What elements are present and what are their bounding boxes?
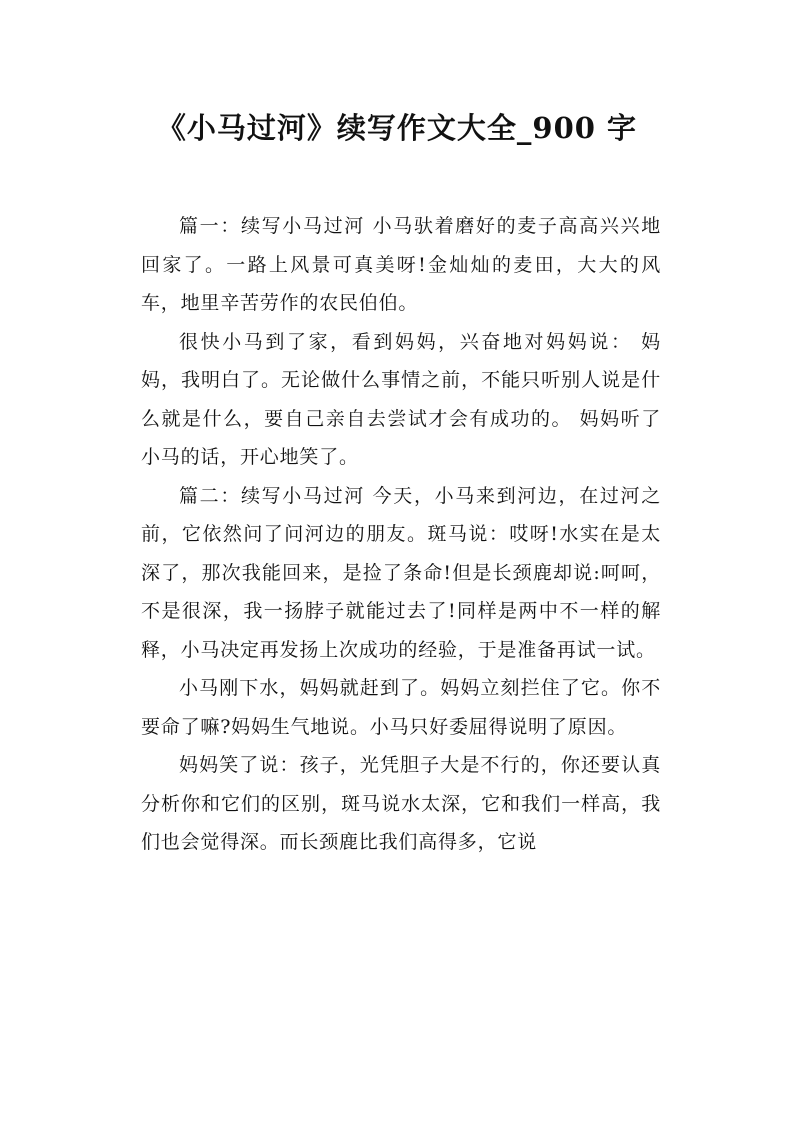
document-body: [141, 207, 661, 862]
paragraph-4: 小马刚下水，妈妈就赶到了。妈妈立刻拦住了它。你不要命了嘛?妈妈生气地说。小马只好委屈得说明了原因。: [141, 677, 661, 738]
paragraph-1: 篇一：续写小马过河 小马驮着磨好的麦子高高兴兴地回家了。一路上风景可真美呀!金灿灿的麦田，大大的风车，地里辛苦劳作的农民伯伯。: [141, 215, 661, 314]
paragraph-3: 篇二：续写小马过河 今天，小马来到河边，在过河之前，它依然问了问河边的朋友。斑马说：哎呀!水实在是太深了，那次我能回来，是捡了条命!但是长颈鹿却说:呵呵，不是很深，我一扬脖子就能过去了!同样是两中不一样的解释，小马决定再发扬上次成功的经验，于是准备再试一试。: [141, 484, 661, 661]
paragraph-5: 妈妈笑了说：孩子，光凭胆子大是不行的，你还要认真分析你和它们的区别，斑马说水太深，它和我们一样高，我们也会觉得深。而长颈鹿比我们高得多，它说: [141, 754, 661, 853]
paragraph-2: 很快小马到了家，看到妈妈，兴奋地对妈妈说： 妈妈，我明白了。无论做什么事情之前，不能只听别人说是什么就是什么，要自己亲自去尝试才会有成功的。 妈妈听了小马的话，开心地笑了。: [141, 330, 661, 468]
document-title: 《小马过河》续写作文大全_900 字: [156, 111, 638, 145]
